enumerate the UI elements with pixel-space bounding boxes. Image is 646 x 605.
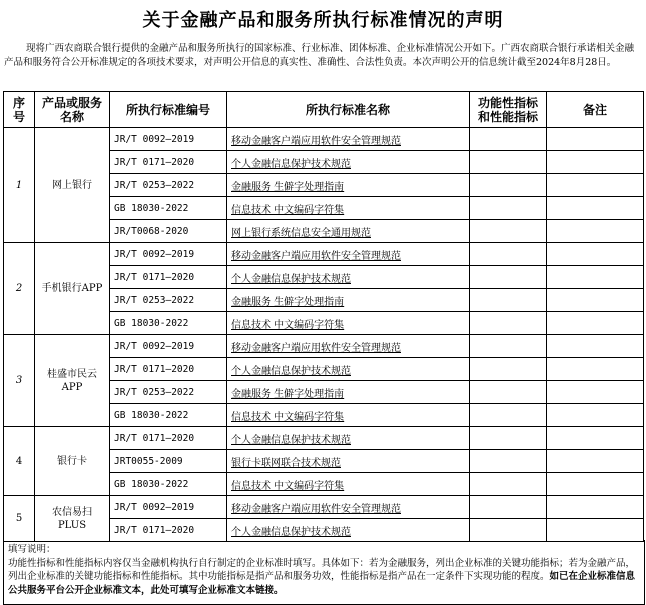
standard-code: GB 18030-2022	[110, 404, 227, 427]
note-text: 功能性指标和性能指标内容仅当金融机构执行自行制定的企业标准时填写。具体如下：若为金融服务，列出企业标准的关键功能指标；若为金融产品，列出企业标准的关键功能指标和性能指标。其中功能指标是指产品和服务功效，性能指标是指产品在一定条件下实现功能的程度。	[8, 557, 636, 582]
indicator-cell	[470, 335, 547, 358]
standard-name-link[interactable]: 信息技术 中文编码字符集	[231, 480, 345, 492]
standard-name-cell	[227, 151, 470, 174]
remark-cell	[547, 473, 644, 496]
remark-cell	[547, 335, 644, 358]
standard-code: JR/T 0092—2019	[110, 496, 227, 519]
standard-code: JR/T 0171—2020	[110, 427, 227, 450]
remark-cell	[547, 427, 644, 450]
standard-name-link[interactable]: 信息技术 中文编码字符集	[231, 411, 345, 423]
table-body	[4, 128, 644, 542]
note-bold-text: 如已在企业标准信息公共服务平台公开企业标准文本，此处可填写企业标准文本链接。	[8, 571, 636, 596]
standard-name-link[interactable]: 信息技术 中文编码字符集	[231, 204, 345, 216]
indicator-cell	[470, 473, 547, 496]
standard-name-cell	[227, 404, 470, 427]
row-seq: 5	[4, 496, 35, 542]
remark-cell	[547, 381, 644, 404]
page-title: 关于金融产品和服务所执行标准情况的声明	[142, 10, 504, 31]
standard-name-cell	[227, 427, 470, 450]
remark-cell	[547, 174, 644, 197]
standard-name-link[interactable]: 银行卡联网联合技术规范	[231, 457, 341, 469]
indicator-cell	[470, 496, 547, 519]
standard-name-cell	[227, 197, 470, 220]
remark-cell	[547, 519, 644, 542]
standard-name-link[interactable]: 信息技术 中文编码字符集	[231, 319, 345, 331]
standard-name-cell	[227, 128, 470, 151]
standard-name-link[interactable]: 个人金融信息保护技术规范	[231, 365, 351, 377]
standard-name-link[interactable]: 个人金融信息保护技术规范	[231, 434, 351, 446]
indicator-cell	[470, 381, 547, 404]
indicator-cell	[470, 197, 547, 220]
standard-code: JR/T 0171—2020	[110, 266, 227, 289]
standard-name-cell	[227, 243, 470, 266]
header-remark: 备注	[547, 92, 644, 128]
intro-paragraph: 现将广西农商联合银行提供的金融产品和服务所执行的国家标准、行业标准、团体标准、企业标准情况公开如下。广西农商联合银行承诺相关金融产品和服务符合公开标准规定的各项技术要求，对声明公开信息的真实性、准确性、合法性负责。本次声明公开的信息统计截至2024年8月28日。	[4, 43, 635, 68]
note-label: 填写说明：	[8, 544, 56, 555]
row-seq: 2	[4, 243, 35, 335]
standard-name-link[interactable]: 个人金融信息保护技术规范	[231, 158, 351, 170]
standard-code: JR/T 0253—2022	[110, 381, 227, 404]
standard-name-cell	[227, 381, 470, 404]
standard-name-link[interactable]: 金融服务 生僻字处理指南	[231, 181, 345, 193]
standard-name-cell	[227, 289, 470, 312]
table-row	[4, 496, 644, 519]
row-product: 农信易扫PLUS	[35, 496, 110, 542]
row-seq: 4	[4, 427, 35, 496]
remark-cell	[547, 243, 644, 266]
standard-name-link[interactable]: 金融服务 生僻字处理指南	[231, 388, 345, 400]
header-seq: 序号	[4, 92, 35, 128]
remark-cell	[547, 358, 644, 381]
standard-code: JR/T0068-2020	[110, 220, 227, 243]
remark-cell	[547, 404, 644, 427]
standard-name-cell	[227, 335, 470, 358]
standard-name-cell	[227, 496, 470, 519]
standard-code: JR/T 0253—2022	[110, 289, 227, 312]
row-seq: 1	[4, 128, 35, 243]
standard-code: JR/T 0171—2020	[110, 358, 227, 381]
header-product: 产品或服务名称	[35, 92, 110, 128]
table-row	[4, 128, 644, 151]
standards-table	[3, 91, 644, 542]
indicator-cell	[470, 243, 547, 266]
standard-name-cell	[227, 312, 470, 335]
indicator-cell	[470, 519, 547, 542]
row-product: 网上银行	[35, 128, 110, 243]
table-row	[4, 243, 644, 266]
remark-cell	[547, 220, 644, 243]
remark-cell	[547, 312, 644, 335]
remark-cell	[547, 496, 644, 519]
standard-code: GB 18030-2022	[110, 312, 227, 335]
standard-name-link[interactable]: 移动金融客户端应用软件安全管理规范	[231, 135, 401, 147]
indicator-cell	[470, 427, 547, 450]
standard-name-link[interactable]: 网上银行系统信息安全通用规范	[231, 227, 371, 239]
standard-name-cell	[227, 266, 470, 289]
standard-name-link[interactable]: 个人金融信息保护技术规范	[231, 273, 351, 285]
fill-instructions	[3, 540, 645, 605]
remark-cell	[547, 151, 644, 174]
standard-name-cell	[227, 519, 470, 542]
standard-code: JR/T 0171—2020	[110, 151, 227, 174]
row-product: 手机银行APP	[35, 243, 110, 335]
standard-name-link[interactable]: 个人金融信息保护技术规范	[231, 526, 351, 538]
standard-name-cell	[227, 450, 470, 473]
table-row	[4, 335, 644, 358]
indicator-cell	[470, 151, 547, 174]
indicator-cell	[470, 358, 547, 381]
standard-name-link[interactable]: 移动金融客户端应用软件安全管理规范	[231, 342, 401, 354]
standard-name-link[interactable]: 移动金融客户端应用软件安全管理规范	[231, 503, 401, 515]
standard-name-cell	[227, 473, 470, 496]
indicator-cell	[470, 266, 547, 289]
remark-cell	[547, 197, 644, 220]
row-product: 桂盛市民云APP	[35, 335, 110, 427]
remark-cell	[547, 128, 644, 151]
remark-cell	[547, 266, 644, 289]
standard-code: GB 18030-2022	[110, 473, 227, 496]
table-row	[4, 427, 644, 450]
standard-code: JRT0055-2009	[110, 450, 227, 473]
indicator-cell	[470, 404, 547, 427]
standard-code: JR/T 0092—2019	[110, 128, 227, 151]
standard-code: JR/T 0092—2019	[110, 335, 227, 358]
standard-code: JR/T 0171—2020	[110, 519, 227, 542]
remark-cell	[547, 289, 644, 312]
standard-name-cell	[227, 220, 470, 243]
standard-code: JR/T 0092—2019	[110, 243, 227, 266]
indicator-cell	[470, 289, 547, 312]
standard-code: JR/T 0253—2022	[110, 174, 227, 197]
remark-cell	[547, 450, 644, 473]
row-seq: 3	[4, 335, 35, 427]
indicator-cell	[470, 450, 547, 473]
header-name: 所执行标准名称	[227, 92, 470, 128]
standard-code: GB 18030-2022	[110, 197, 227, 220]
standard-name-cell	[227, 358, 470, 381]
row-product: 银行卡	[35, 427, 110, 496]
header-indicator: 功能性指标和性能指标	[470, 92, 547, 128]
indicator-cell	[470, 220, 547, 243]
indicator-cell	[470, 128, 547, 151]
standard-name-link[interactable]: 移动金融客户端应用软件安全管理规范	[231, 250, 401, 262]
indicator-cell	[470, 174, 547, 197]
standard-name-link[interactable]: 金融服务 生僻字处理指南	[231, 296, 345, 308]
indicator-cell	[470, 312, 547, 335]
header-code: 所执行标准编号	[110, 92, 227, 128]
standard-name-cell	[227, 174, 470, 197]
table-header-row	[4, 92, 644, 128]
